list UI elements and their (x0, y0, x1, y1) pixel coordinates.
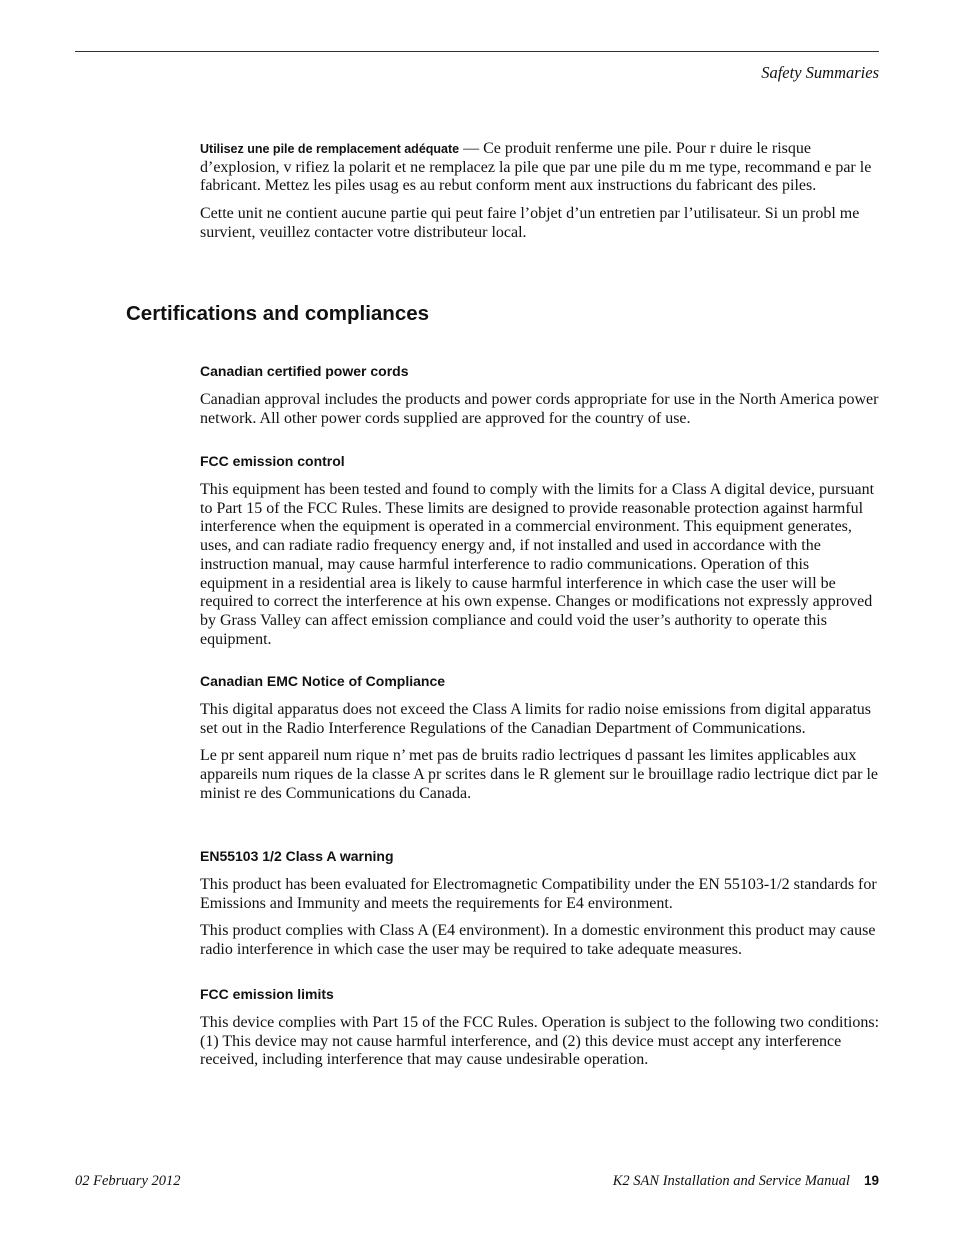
battery-warning-text: — Ce produit renferme une pile. Pour r duire le risque d’explosion, v rifiez la polarit et ne remplacez la pile que par une pile du m me type, recommand e par le fabricant. Mettez les piles usag es au rebut conform ment aux instructions du fabricant des piles. (200, 140, 872, 195)
header-rule (75, 51, 879, 52)
subsection-power-cords (200, 362, 880, 428)
battery-warning-runin: Utilisez une pile de remplacement adéquate (200, 142, 460, 156)
footer-manual-title: K2 SAN Installation and Service Manual (612, 1173, 850, 1189)
page-number: 19 (863, 1173, 879, 1188)
subsection-en55103 (200, 847, 880, 960)
subsection-paragraph: This equipment has been tested and found to comply with the limits for a Class A digital device, pursuant to Part 15 of the FCC Rules. These limits are designed to provide reasonable protection against harmful interference when the equipment is operated in a commercial environment. This equipment generates, uses, and can radiate radio frequency energy and, if not installed and used in accordance with the instruction manual, may cause harmful interference to radio communications. Operation of this equipment in a residential area is likely to cause harmful interference in which case the user will be required to correct the interference at his own expense. Changes or modifications not expressly approved by Grass Valley can affect emission compliance and could void the user’s authority to operate this equipment. (200, 481, 875, 648)
subsection-heading: EN55103 1/2 Class A warning (200, 848, 394, 864)
subsection-paragraph-french: Le pr sent appareil num rique n’ met pas de bruits radio lectriques d passant les limites applicables aux appareils num riques de la classe A pr scrites dans le R glement sur le brouillage radio lectrique dict par le minist re des Communications du Canada. (200, 747, 879, 802)
footer-right (613, 1171, 879, 1191)
footer-date: 02 February 2012 (75, 1173, 181, 1189)
subsection-paragraph: This digital apparatus does not exceed the Class A limits for radio noise emissions from digital apparatus set out in the Radio Interference Regulations of the Canadian Department of Communications. (200, 701, 871, 737)
subsection-paragraph: This product complies with Class A (E4 environment). In a domestic environment this product may cause radio interference in which case the user may be required to take adequate measures. (200, 922, 876, 959)
subsection-canadian-emc (200, 672, 880, 804)
section-title: Certifications and compliances (126, 302, 430, 325)
subsection-paragraph: Canadian approval includes the products and power cords appropriate for use in the North America power network. All other power cords supplied are approved for the country of use. (200, 391, 879, 427)
subsection-heading: Canadian EMC Notice of Compliance (200, 673, 446, 689)
subsection-heading: Canadian certified power cords (200, 363, 409, 379)
subsection-fcc-emission-control (200, 452, 880, 649)
service-paragraph: Cette unit ne contient aucune partie qui peut faire l’objet d’un entretien par l’utilisateur. Si un probl me survient, veuillez contacter votre distributeur local. (200, 205, 860, 241)
running-header: Safety Summaries (761, 63, 879, 82)
subsection-fcc-emission-limits (200, 985, 880, 1070)
subsection-paragraph: This product has been evaluated for Electromagnetic Compatibility under the EN 55103-1/2 standards for Emissions and Immunity and meets the requirements for E4 environment. (200, 876, 877, 912)
subsection-heading: FCC emission control (200, 453, 345, 469)
intro-block (200, 140, 880, 243)
battery-warning-paragraph (200, 140, 880, 196)
subsection-paragraph: This device complies with Part 15 of the FCC Rules. Operation is subject to the following two conditions: (1) This device may not cause harmful interference, and (2) this device must accept any interference received, including interference that may cause undesirable operation. (200, 1014, 880, 1069)
subsection-heading: FCC emission limits (200, 986, 334, 1002)
